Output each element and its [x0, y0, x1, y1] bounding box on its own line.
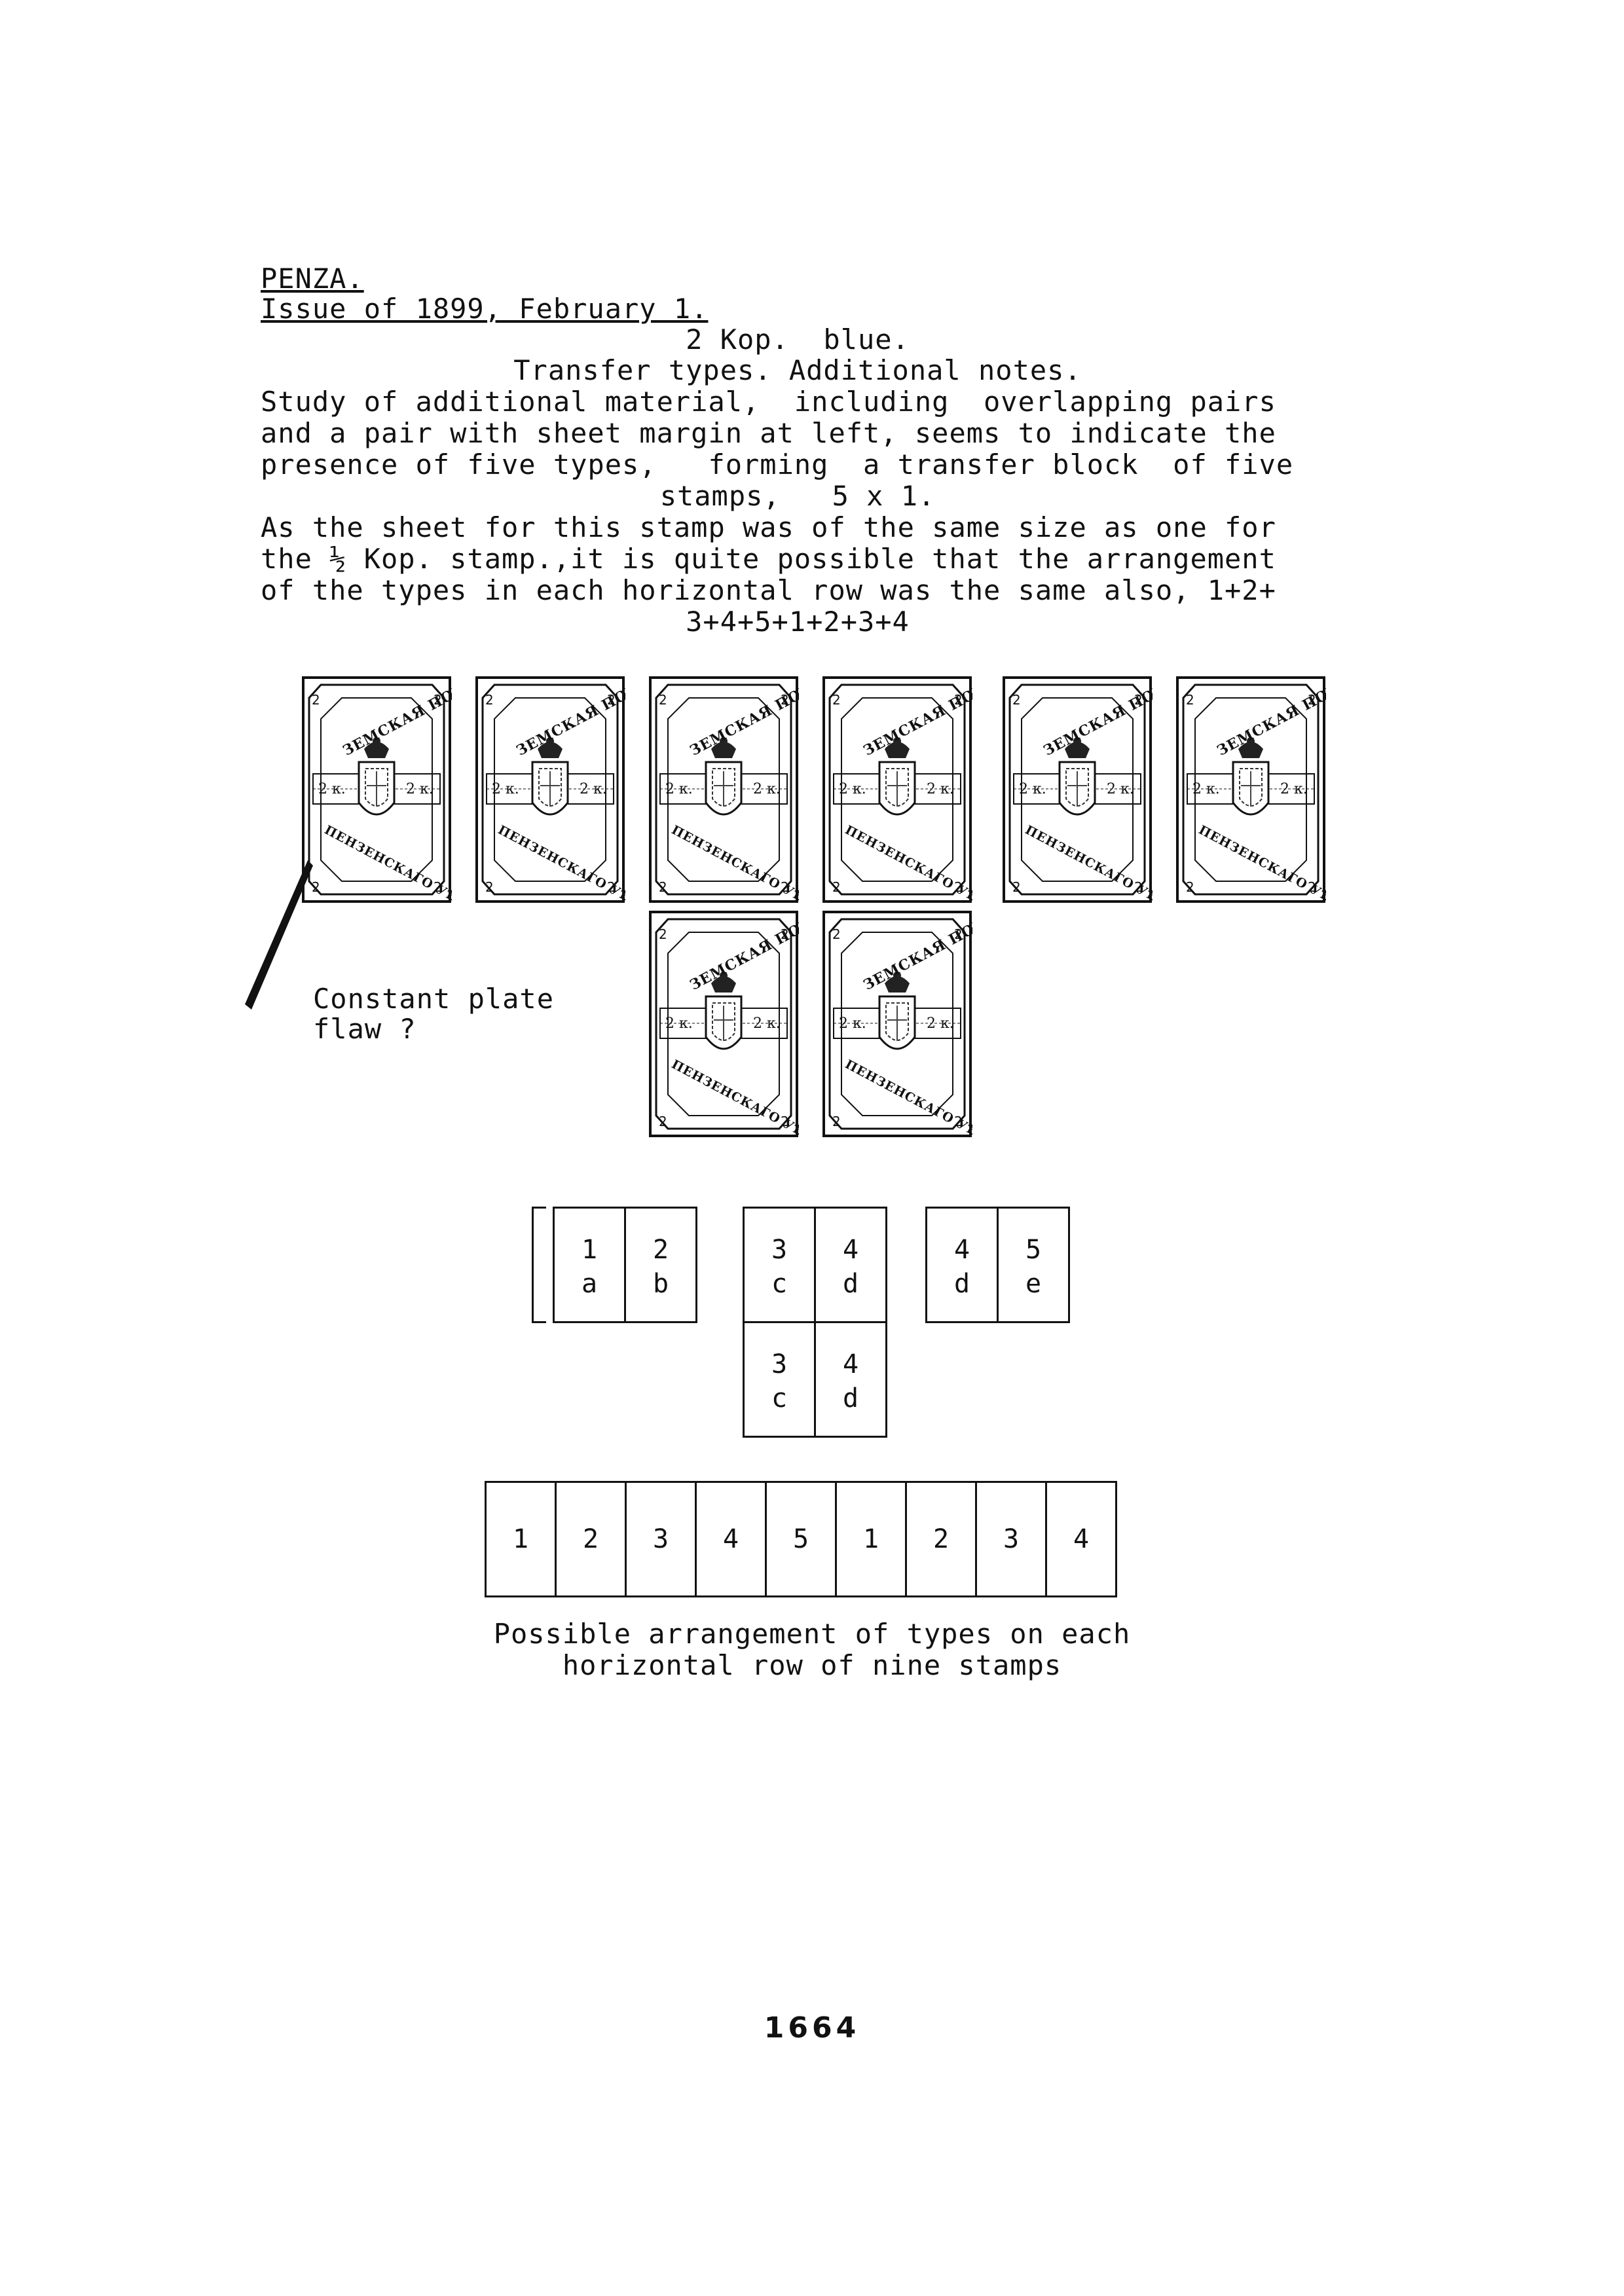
pair1-right-letter: b — [652, 1269, 669, 1299]
pair4-cell-right — [814, 1321, 887, 1438]
stamp-type-1 — [301, 676, 452, 903]
pair3-left-letter: d — [953, 1269, 970, 1299]
stamp-type-4-lower — [822, 910, 972, 1138]
pair1-cell-left — [553, 1207, 626, 1323]
stamp-type-4-repeat — [1002, 676, 1153, 903]
pair2-right-number: 4 — [842, 1235, 859, 1265]
row-cell-6: 1 — [835, 1481, 907, 1597]
pair2-cell-left — [743, 1207, 816, 1323]
caption-line-1: Possible arrangement of types on each — [493, 1618, 1131, 1650]
pair3-left-number: 4 — [953, 1235, 970, 1265]
pair2-left-number: 3 — [771, 1235, 788, 1265]
pair4-left-letter: c — [771, 1383, 788, 1413]
row-cell-7: 2 — [905, 1481, 977, 1597]
para1-line-3: presence of five types, forming a transfer block of five — [261, 448, 1294, 481]
pair4-cell-left — [743, 1321, 816, 1438]
row-cell-5: 5 — [765, 1481, 837, 1597]
stamp-type-5 — [1175, 676, 1326, 903]
row-cell-1: 1 — [485, 1481, 557, 1597]
page-number: 1664 — [764, 2011, 860, 2045]
row-cell-8: 3 — [975, 1481, 1047, 1597]
pair3-cell-left — [925, 1207, 999, 1323]
row-cell-4: 4 — [695, 1481, 767, 1597]
flaw-note-line-2: flaw ? — [313, 1013, 416, 1045]
para1-line-4: stamps, 5 x 1. — [659, 480, 936, 512]
flaw-pointer-arrow — [242, 858, 314, 1015]
pair4-right-letter: d — [842, 1383, 859, 1413]
row-cell-2: 2 — [555, 1481, 627, 1597]
para1-line-1: Study of additional material, including overlapping pairs — [261, 386, 1276, 418]
pair3-cell-right — [997, 1207, 1070, 1323]
pair2-cell-right — [814, 1207, 887, 1323]
row-cell-9: 4 — [1045, 1481, 1117, 1597]
pair1-left-letter: a — [581, 1269, 598, 1299]
para2-line-3: of the types in each horizontal row was the same also, 1+2+ — [261, 574, 1276, 606]
pair1-left-number: 1 — [581, 1235, 598, 1265]
pair4-left-number: 3 — [771, 1349, 788, 1379]
section-title: PENZA. — [261, 263, 364, 295]
para2-line-2: the ½ Kop. stamp.,it is quite possible that the arrangement — [261, 543, 1276, 575]
para2-line-1: As the sheet for this stamp was of the same size as one for — [261, 511, 1276, 543]
pair3-right-number: 5 — [1025, 1235, 1042, 1265]
stamp-type-2 — [475, 676, 625, 903]
stamp-type-4 — [822, 676, 972, 903]
pair1-cell-right — [624, 1207, 697, 1323]
para2-line-4: 3+4+5+1+2+3+4 — [686, 606, 910, 638]
pair2-left-letter: c — [771, 1269, 788, 1299]
pair4-right-number: 4 — [842, 1349, 859, 1379]
pair3-right-letter: e — [1025, 1269, 1042, 1299]
pair1-right-number: 2 — [652, 1235, 669, 1265]
issue-line: Issue of 1899, February 1. — [261, 293, 709, 325]
para1-line-2: and a pair with sheet margin at left, seems to indicate the — [261, 417, 1276, 449]
flaw-note-line-1: Constant plate — [313, 983, 555, 1015]
row-cell-3: 3 — [625, 1481, 697, 1597]
pair2-right-letter: d — [842, 1269, 859, 1299]
value-line: 2 Kop. blue. — [686, 323, 910, 355]
caption-line-2: horizontal row of nine stamps — [562, 1649, 1062, 1681]
sheet-margin-bracket — [532, 1207, 546, 1323]
stamp-type-3-lower — [648, 910, 799, 1138]
stamp-type-3 — [648, 676, 799, 903]
subtitle-line: Transfer types. Additional notes. — [513, 354, 1082, 386]
